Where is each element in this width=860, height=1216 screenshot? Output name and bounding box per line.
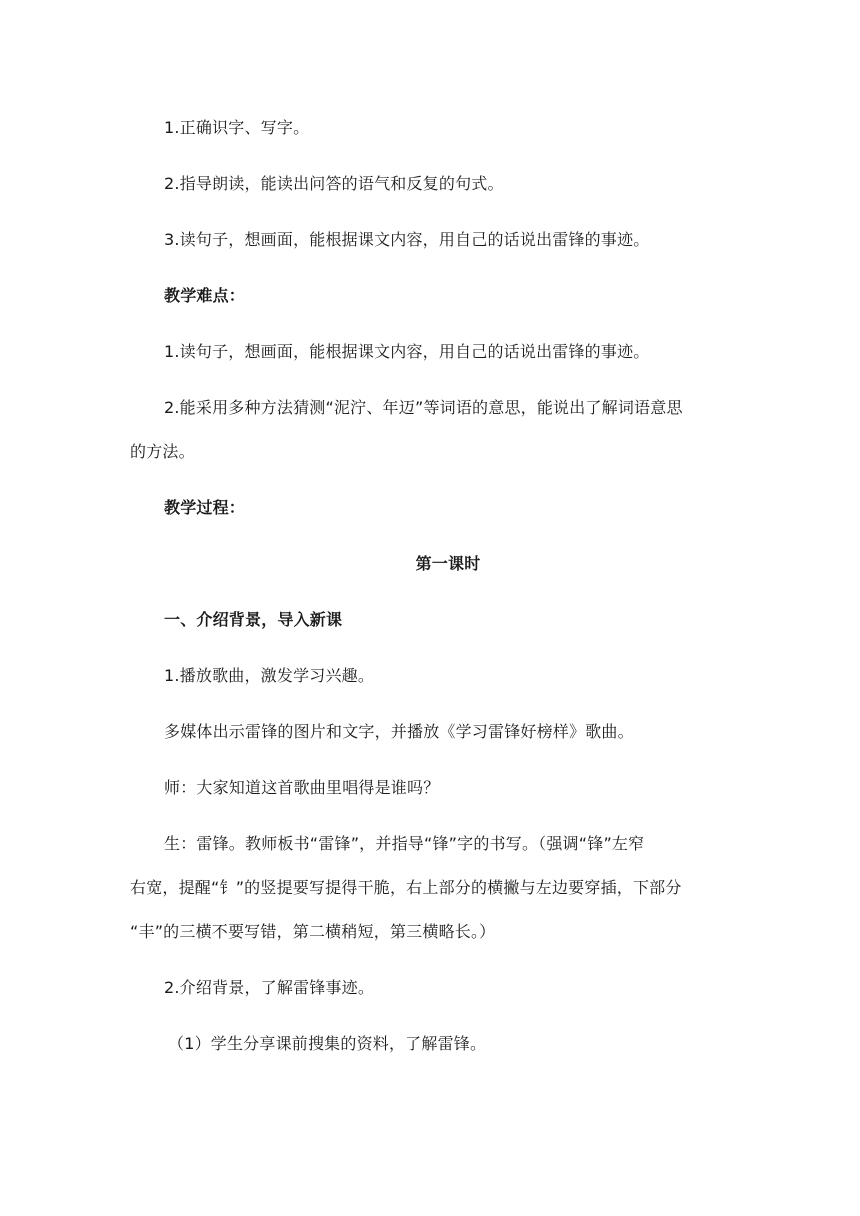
student-answer-continued-1: 右宽，提醒“钅”的竖提要写提得干脆，右上部分的横撇与左边要穿插，下部分 [130, 878, 682, 897]
objective-1: 1.正确识字、写字。 [164, 118, 310, 137]
objective-3: 3.读句子，想画面，能根据课文内容，用自己的话说出雷锋的事迹。 [164, 230, 650, 249]
multimedia-note: 多媒体出示雷锋的图片和文字，并播放《学习雷锋好榜样》歌曲。 [164, 722, 634, 741]
difficulty-2: 2.能采用多种方法猜测“泥泞、年迈”等词语的意思，能说出了解词语意思 [164, 398, 683, 417]
teacher-question: 师：大家知道这首歌曲里唱得是谁吗？ [164, 778, 440, 797]
step-2: 2.介绍背景，了解雷锋事迹。 [164, 978, 375, 997]
difficulty-2-continued: 的方法。 [130, 442, 195, 461]
heading-process: 教学过程： [164, 498, 246, 517]
lesson-title: 第一课时 [415, 554, 481, 573]
student-answer-continued-2: “丰”的三横不要写错，第二横稍短，第三横略长。） [130, 922, 496, 941]
step-1: 1.播放歌曲，激发学习兴趣。 [164, 666, 375, 685]
section-heading: 一、介绍背景，导入新课 [164, 610, 343, 629]
heading-difficulties: 教学难点： [164, 286, 246, 305]
objective-2: 2.指导朗读，能读出问答的语气和反复的句式。 [164, 174, 504, 193]
difficulty-1: 1.读句子，想画面，能根据课文内容，用自己的话说出雷锋的事迹。 [164, 342, 650, 361]
substep-1: （1）学生分享课前搜集的资料，了解雷锋。 [168, 1034, 487, 1053]
student-answer: 生：雷锋。教师板书“雷锋”，并指导“锋”字的书写。（强调“锋”左窄 [164, 834, 645, 853]
